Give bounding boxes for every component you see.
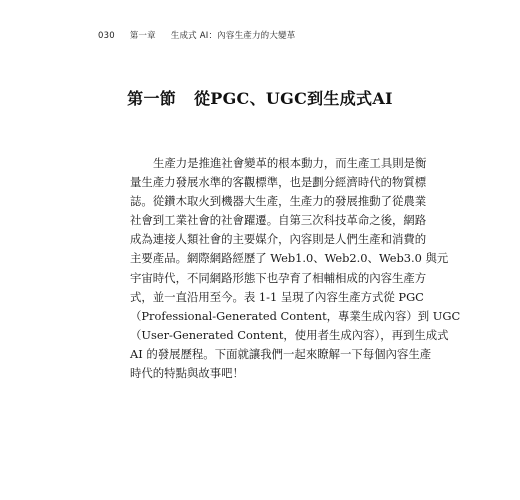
running-title: 生成式 AI：內容生產力的大變革	[170, 31, 296, 41]
paragraph-line: 時代的特點與故事吧！	[130, 366, 244, 381]
chapter-label: 第一章	[129, 31, 156, 41]
paragraph-line: 主要產品。網際網路經歷了 Web1.0、Web2.0、Web3.0 與元	[130, 251, 449, 266]
paragraph-line: （User-Generated Content，使用者生成內容），再到生成式	[130, 327, 449, 342]
paragraph-line: 宇宙時代，不同網路形態下也孕育了相輔相成的內容生產方	[130, 270, 427, 285]
paragraph-line: 生產力是推進社會變革的根本動力，而生產工具則是衡	[153, 156, 427, 170]
paragraph-line: 成為連接人類社會的主要媒介，內容則是人們生產和消費的	[130, 232, 427, 247]
page-number: 030	[98, 31, 115, 41]
section-heading	[0, 86, 520, 109]
paragraph-line: 誌。從鑽木取火到機器大生產，生產力的發展推動了從農業	[130, 194, 427, 209]
paragraph-line: 式，並一直沿用至今。表 1-1 呈現了內容生產方式從 PGC	[130, 289, 424, 304]
body-paragraph	[130, 154, 461, 383]
paragraph-line: 社會到工業社會的社會躍遷。自第三次科技革命之後，網路	[130, 213, 427, 228]
paragraph-line: AI 的發展歷程。下面就讓我們一起來瞭解一下每個內容生產	[130, 346, 432, 361]
paragraph-line: （Professional-Generated Content，專業生成內容）到 UGC	[130, 308, 461, 323]
section-title: 從PGC、UGC到生成式AI	[193, 89, 393, 108]
paragraph-line: 量生產力發展水準的客觀標準，也是劃分經濟時代的物質標	[130, 175, 427, 190]
section-number: 第一節	[127, 89, 177, 108]
running-header	[98, 29, 295, 41]
